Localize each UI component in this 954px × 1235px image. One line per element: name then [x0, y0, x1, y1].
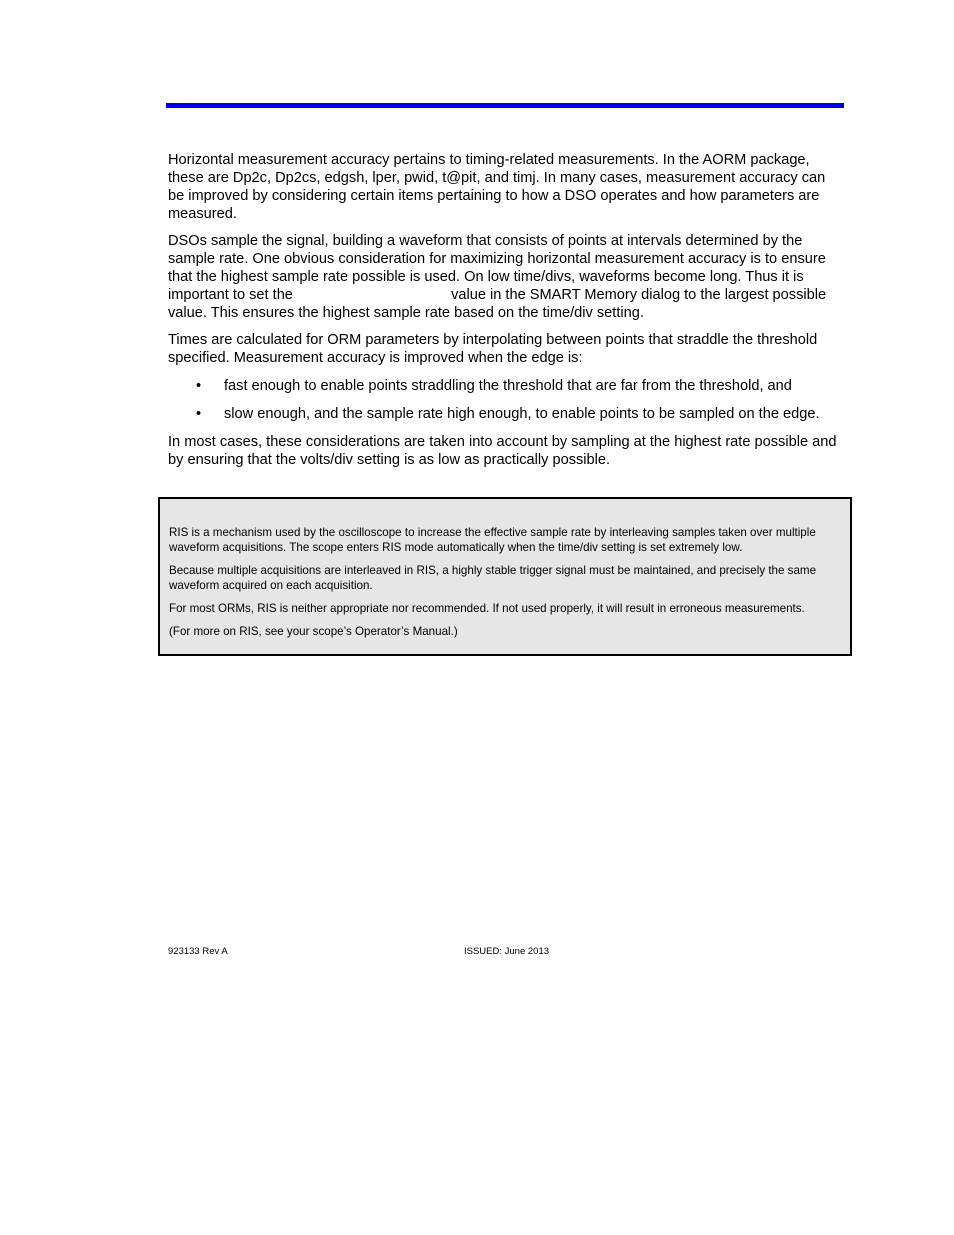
list-item [168, 405, 838, 423]
note-paragraph: (For more on RIS, see your scope’s Operator’s Manual.) [169, 625, 458, 638]
edge-conditions-list [168, 377, 838, 423]
list-item-text: fast enough to enable points straddling the threshold that are far from the threshold, and [224, 378, 792, 394]
ris-note-box [158, 497, 852, 656]
paragraph-horizontal-accuracy: Horizontal measurement accuracy pertains to timing-related measurements. In the AORM package, these are Dp2c, Dp2cs, edgsh, lper, pwid, t@pit, and timj. In many cases, measurement accuracy can be improved by considering certain items pertaining to how a DSO operates and how parameters are measured. [168, 152, 826, 222]
list-item [168, 377, 838, 395]
header-rule [166, 103, 844, 108]
note-paragraph: RIS is a mechanism used by the oscilloscope to increase the effective sample rate by interleaving samples taken over multiple waveform acquisitions. The scope enters RIS mode automatically when the time/div setting is set extremely low. [169, 526, 816, 554]
paragraph-sample-rate-before: DSOs sample the signal, building a waveform that consists of points at intervals determined by the sample rate. One obvious consideration for maximizing horizontal measurement accuracy is to ensure that the highest sample rate possible is used. On low time/divs, waveforms become long. Thus it is important to set the [168, 233, 826, 303]
footer-issued-date: ISSUED: June 2013 [464, 946, 550, 957]
note-paragraph: Because multiple acquisitions are interleaved in RIS, a highly stable trigger signal must be maintained, and precisely the same waveform acquired on each acquisition. [169, 564, 817, 592]
list-item-text: slow enough, and the sample rate high enough, to enable points to be sampled on the edge. [224, 406, 820, 422]
footer-doc-number: 923133 Rev A [168, 946, 228, 957]
paragraph-sample-rate-after: value in the SMART Memory dialog to the largest possible value. This ensures the highest sample rate based on the time/div setting. [168, 287, 827, 321]
bullet-icon: • [196, 406, 202, 422]
paragraph-closing: In most cases, these considerations are taken into account by sampling at the highest rate possible and by ensuring that the volts/div setting is as low as practically possible. [168, 434, 837, 468]
paragraph-interpolation: Times are calculated for ORM parameters by interpolating between points that straddle the threshold specified. Measurement accuracy is improved when the edge is: [168, 332, 818, 366]
note-paragraph: For most ORMs, RIS is neither appropriate nor recommended. If not used properly, it will result in erroneous measurements. [169, 602, 805, 615]
ris-note-content [169, 525, 839, 647]
paragraph-sample-rate [168, 232, 838, 322]
bullet-icon: • [196, 378, 202, 394]
main-content [168, 151, 838, 478]
